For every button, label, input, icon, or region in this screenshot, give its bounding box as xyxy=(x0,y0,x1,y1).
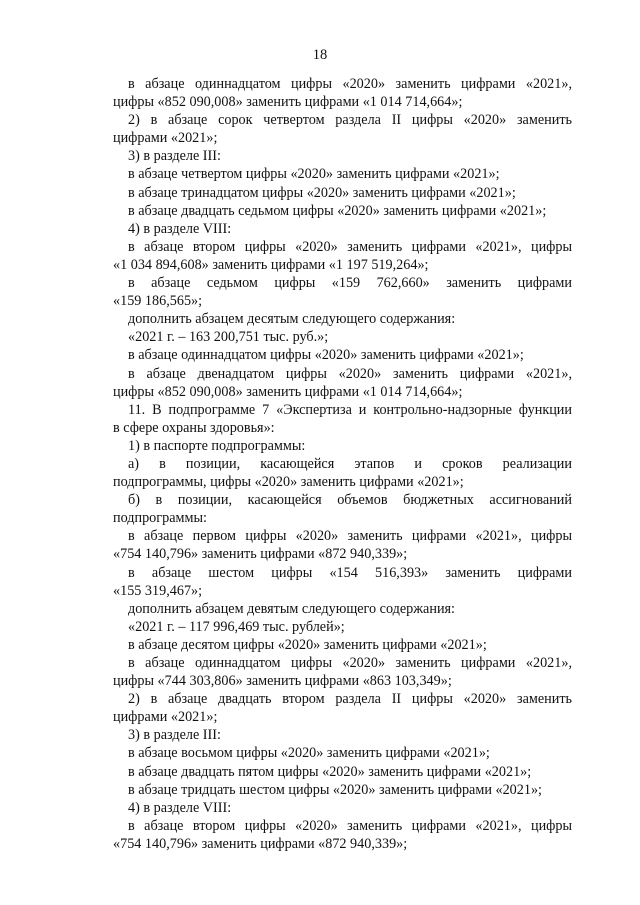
text-line: подпрограммы: xyxy=(113,510,207,527)
text-line: в абзаце одиннадцатом цифры «2020» заменить цифрами «2021»; xyxy=(128,347,524,364)
text-line: «1 034 894,608» заменить цифрами «1 197 519,264»; xyxy=(113,256,429,273)
text-line: в абзаце тринадцатом цифры «2020» заменить цифрами «2021»; xyxy=(128,184,516,201)
text-line: цифры «852 090,008» заменить цифрами «1 014 714,664»; xyxy=(113,383,463,400)
text-line: в абзаце восьмом цифры «2020» заменить цифрами «2021»; xyxy=(128,745,490,762)
page-number: 18 xyxy=(312,47,328,63)
text-line: цифрами «2021»; xyxy=(113,130,218,147)
text-line: цифры «744 303,806» заменить цифрами «863 103,349»; xyxy=(113,673,452,690)
text-line: в абзаце одиннадцатом цифры «2020» заменить цифрами «2021», xyxy=(128,76,572,92)
text-line: в абзаце одиннадцатом цифры «2020» заменить цифрами «2021», xyxy=(128,655,572,671)
text-line: в сфере охраны здоровья»: xyxy=(113,419,275,436)
text-line: «2021 г. – 117 996,469 тыс. рублей»; xyxy=(128,618,345,635)
text-line: в абзаце двенадцатом цифры «2020» заменить цифрами «2021», xyxy=(128,365,572,382)
text-line: подпрограммы, цифры «2020» заменить цифрами «2021»; xyxy=(113,474,464,491)
text-line: в абзаце двадцать пятом цифры «2020» заменить цифрами «2021»; xyxy=(128,763,532,780)
text-line: «754 140,796» заменить цифрами «872 940,339»; xyxy=(113,835,408,852)
text-line: в абзаце шестом цифры «154 516,393» заменить цифрами xyxy=(128,564,572,581)
document-body xyxy=(113,75,572,853)
text-line: в абзаце втором цифры «2020» заменить цифрами «2021», цифры xyxy=(128,238,572,255)
text-line: 4) в разделе VIII: xyxy=(128,220,232,237)
text-line: «2021 г. – 163 200,751 тыс. руб.»; xyxy=(128,329,329,346)
text-line: дополнить абзацем девятым следующего содержания: xyxy=(128,600,456,617)
text-line: в абзаце втором цифры «2020» заменить цифрами «2021», цифры xyxy=(128,817,572,834)
text-line: 3) в разделе III: xyxy=(128,148,221,165)
text-line: в абзаце четвертом цифры «2020» заменить цифрами «2021»; xyxy=(128,166,500,183)
text-line: 3) в разделе III: xyxy=(128,727,221,744)
text-line: «754 140,796» заменить цифрами «872 940,339»; xyxy=(113,546,408,563)
text-line: 2) в абзаце двадцать втором раздела II цифры «2020» заменить xyxy=(128,691,572,708)
text-line: а) в позиции, касающейся этапов и сроков реализации xyxy=(128,455,572,472)
text-line: цифрами «2021»; xyxy=(113,709,218,726)
text-line: 4) в разделе VIII: xyxy=(128,799,232,816)
text-line: «159 186,565»; xyxy=(113,293,203,310)
text-line: 2) в абзаце сорок четвертом раздела II цифры «2020» заменить xyxy=(128,112,572,129)
text-line: 1) в паспорте подпрограммы: xyxy=(128,437,306,454)
text-line: 11. В подпрограмме 7 «Экспертиза и контрольно-надзорные функции xyxy=(128,401,572,418)
text-line: в абзаце седьмом цифры «159 762,660» заменить цифрами xyxy=(128,275,572,292)
text-line: в абзаце десятом цифры «2020» заменить цифрами «2021»; xyxy=(128,636,487,653)
text-line: в абзаце двадцать седьмом цифры «2020» заменить цифрами «2021»; xyxy=(128,202,547,219)
text-line: в абзаце тридцать шестом цифры «2020» заменить цифрами «2021»; xyxy=(128,781,542,798)
text-line: «155 319,467»; xyxy=(113,582,203,599)
text-line: в абзаце первом цифры «2020» заменить цифрами «2021», цифры xyxy=(128,528,572,545)
text-line: цифры «852 090,008» заменить цифрами «1 014 714,664»; xyxy=(113,94,463,111)
text-line: б) в позиции, касающейся объемов бюджетных ассигнований xyxy=(128,492,572,509)
text-line: дополнить абзацем десятым следующего содержания: xyxy=(128,311,456,328)
